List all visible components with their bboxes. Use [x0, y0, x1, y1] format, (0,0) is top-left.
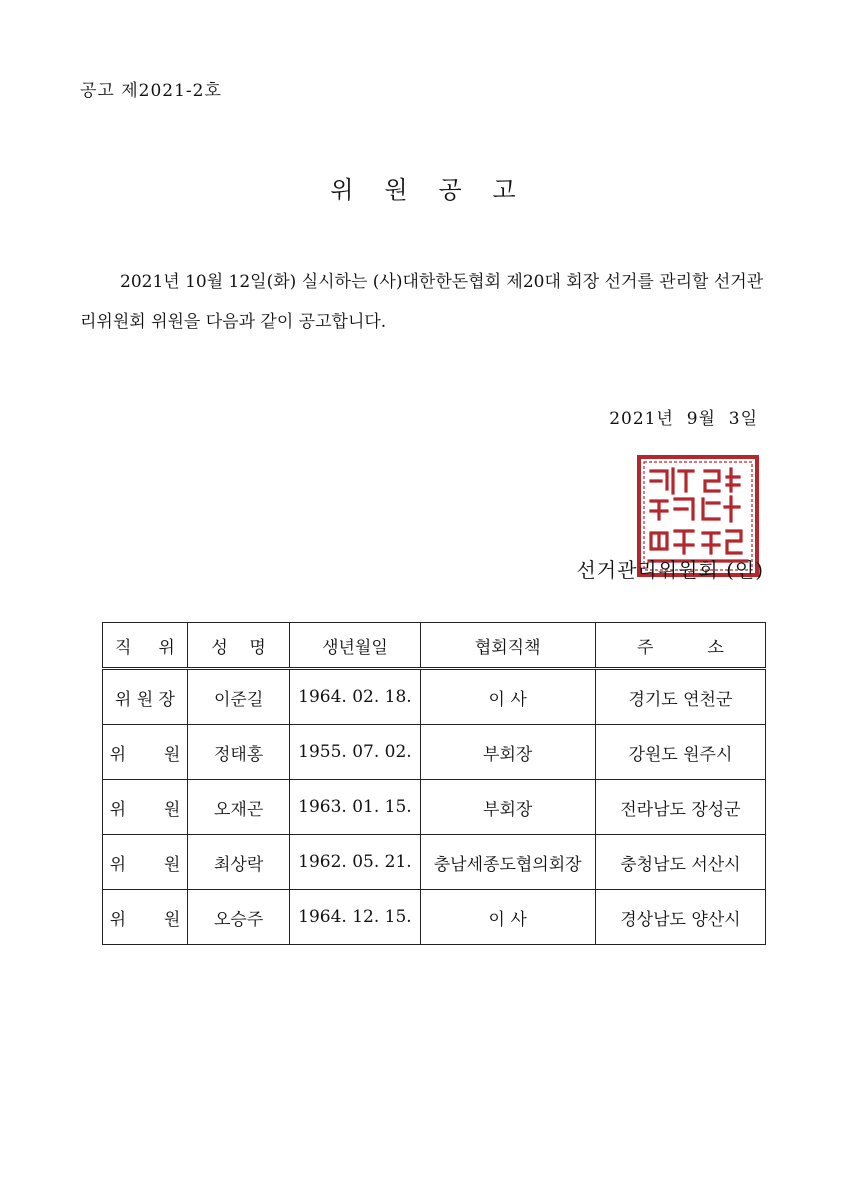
committee-member-table: [102, 622, 766, 945]
cell-name: 정태홍: [187, 725, 290, 780]
cell-birth: 1964. 02. 18.: [290, 669, 420, 725]
header-position: 직 위: [103, 623, 188, 669]
cell-birth: 1964. 12. 15.: [290, 890, 420, 945]
table-row: [103, 890, 766, 945]
document-title: 위 원 공 고: [330, 176, 518, 204]
cell-birth: 1962. 05. 21.: [290, 835, 420, 890]
cell-name: 최상락: [187, 835, 290, 890]
cell-position: 위 원 장: [103, 669, 188, 725]
cell-name: 오승주: [187, 890, 290, 945]
header-role: 협회직책: [420, 623, 595, 669]
header-birth: 생년월일: [290, 623, 420, 669]
notice-body: 2021년 10월 12일(화) 실시하는 (사)대한한돈협회 제20대 회장 선거를 관리할 선거관리위원회 위원을 다음과 같이 공고합니다.: [80, 272, 764, 332]
cell-address: 충청남도 서산시: [595, 835, 765, 890]
cell-address: 경상남도 양산시: [595, 890, 765, 945]
cell-address: 강원도 원주시: [595, 725, 765, 780]
notice-date: 2021년 9월 3일: [609, 409, 758, 429]
cell-address: 전라남도 장성군: [595, 780, 765, 835]
cell-position: 위 원: [103, 725, 188, 780]
table-row: [103, 835, 766, 890]
cell-position: 위 원: [103, 780, 188, 835]
cell-role: 부회장: [420, 780, 595, 835]
table-header-row: [103, 623, 766, 669]
cell-birth: 1955. 07. 02.: [290, 725, 420, 780]
notice-number: 공고 제2021-2호: [80, 81, 222, 101]
cell-name: 오재곤: [187, 780, 290, 835]
cell-name: 이준길: [187, 669, 290, 725]
table-row: [103, 669, 766, 725]
cell-role: 이 사: [420, 669, 595, 725]
cell-address: 경기도 연천군: [595, 669, 765, 725]
cell-role: 이 사: [420, 890, 595, 945]
header-name: 성 명: [187, 623, 290, 669]
header-address: 주 소: [595, 623, 765, 669]
cell-position: 위 원: [103, 890, 188, 945]
cell-position: 위 원: [103, 835, 188, 890]
cell-birth: 1963. 01. 15.: [290, 780, 420, 835]
table-row: [103, 780, 766, 835]
table-row: [103, 725, 766, 780]
cell-role: 충남세종도협의회장: [420, 835, 595, 890]
issuer-name: 선거관리위원회 (인): [576, 558, 764, 582]
cell-role: 부회장: [420, 725, 595, 780]
